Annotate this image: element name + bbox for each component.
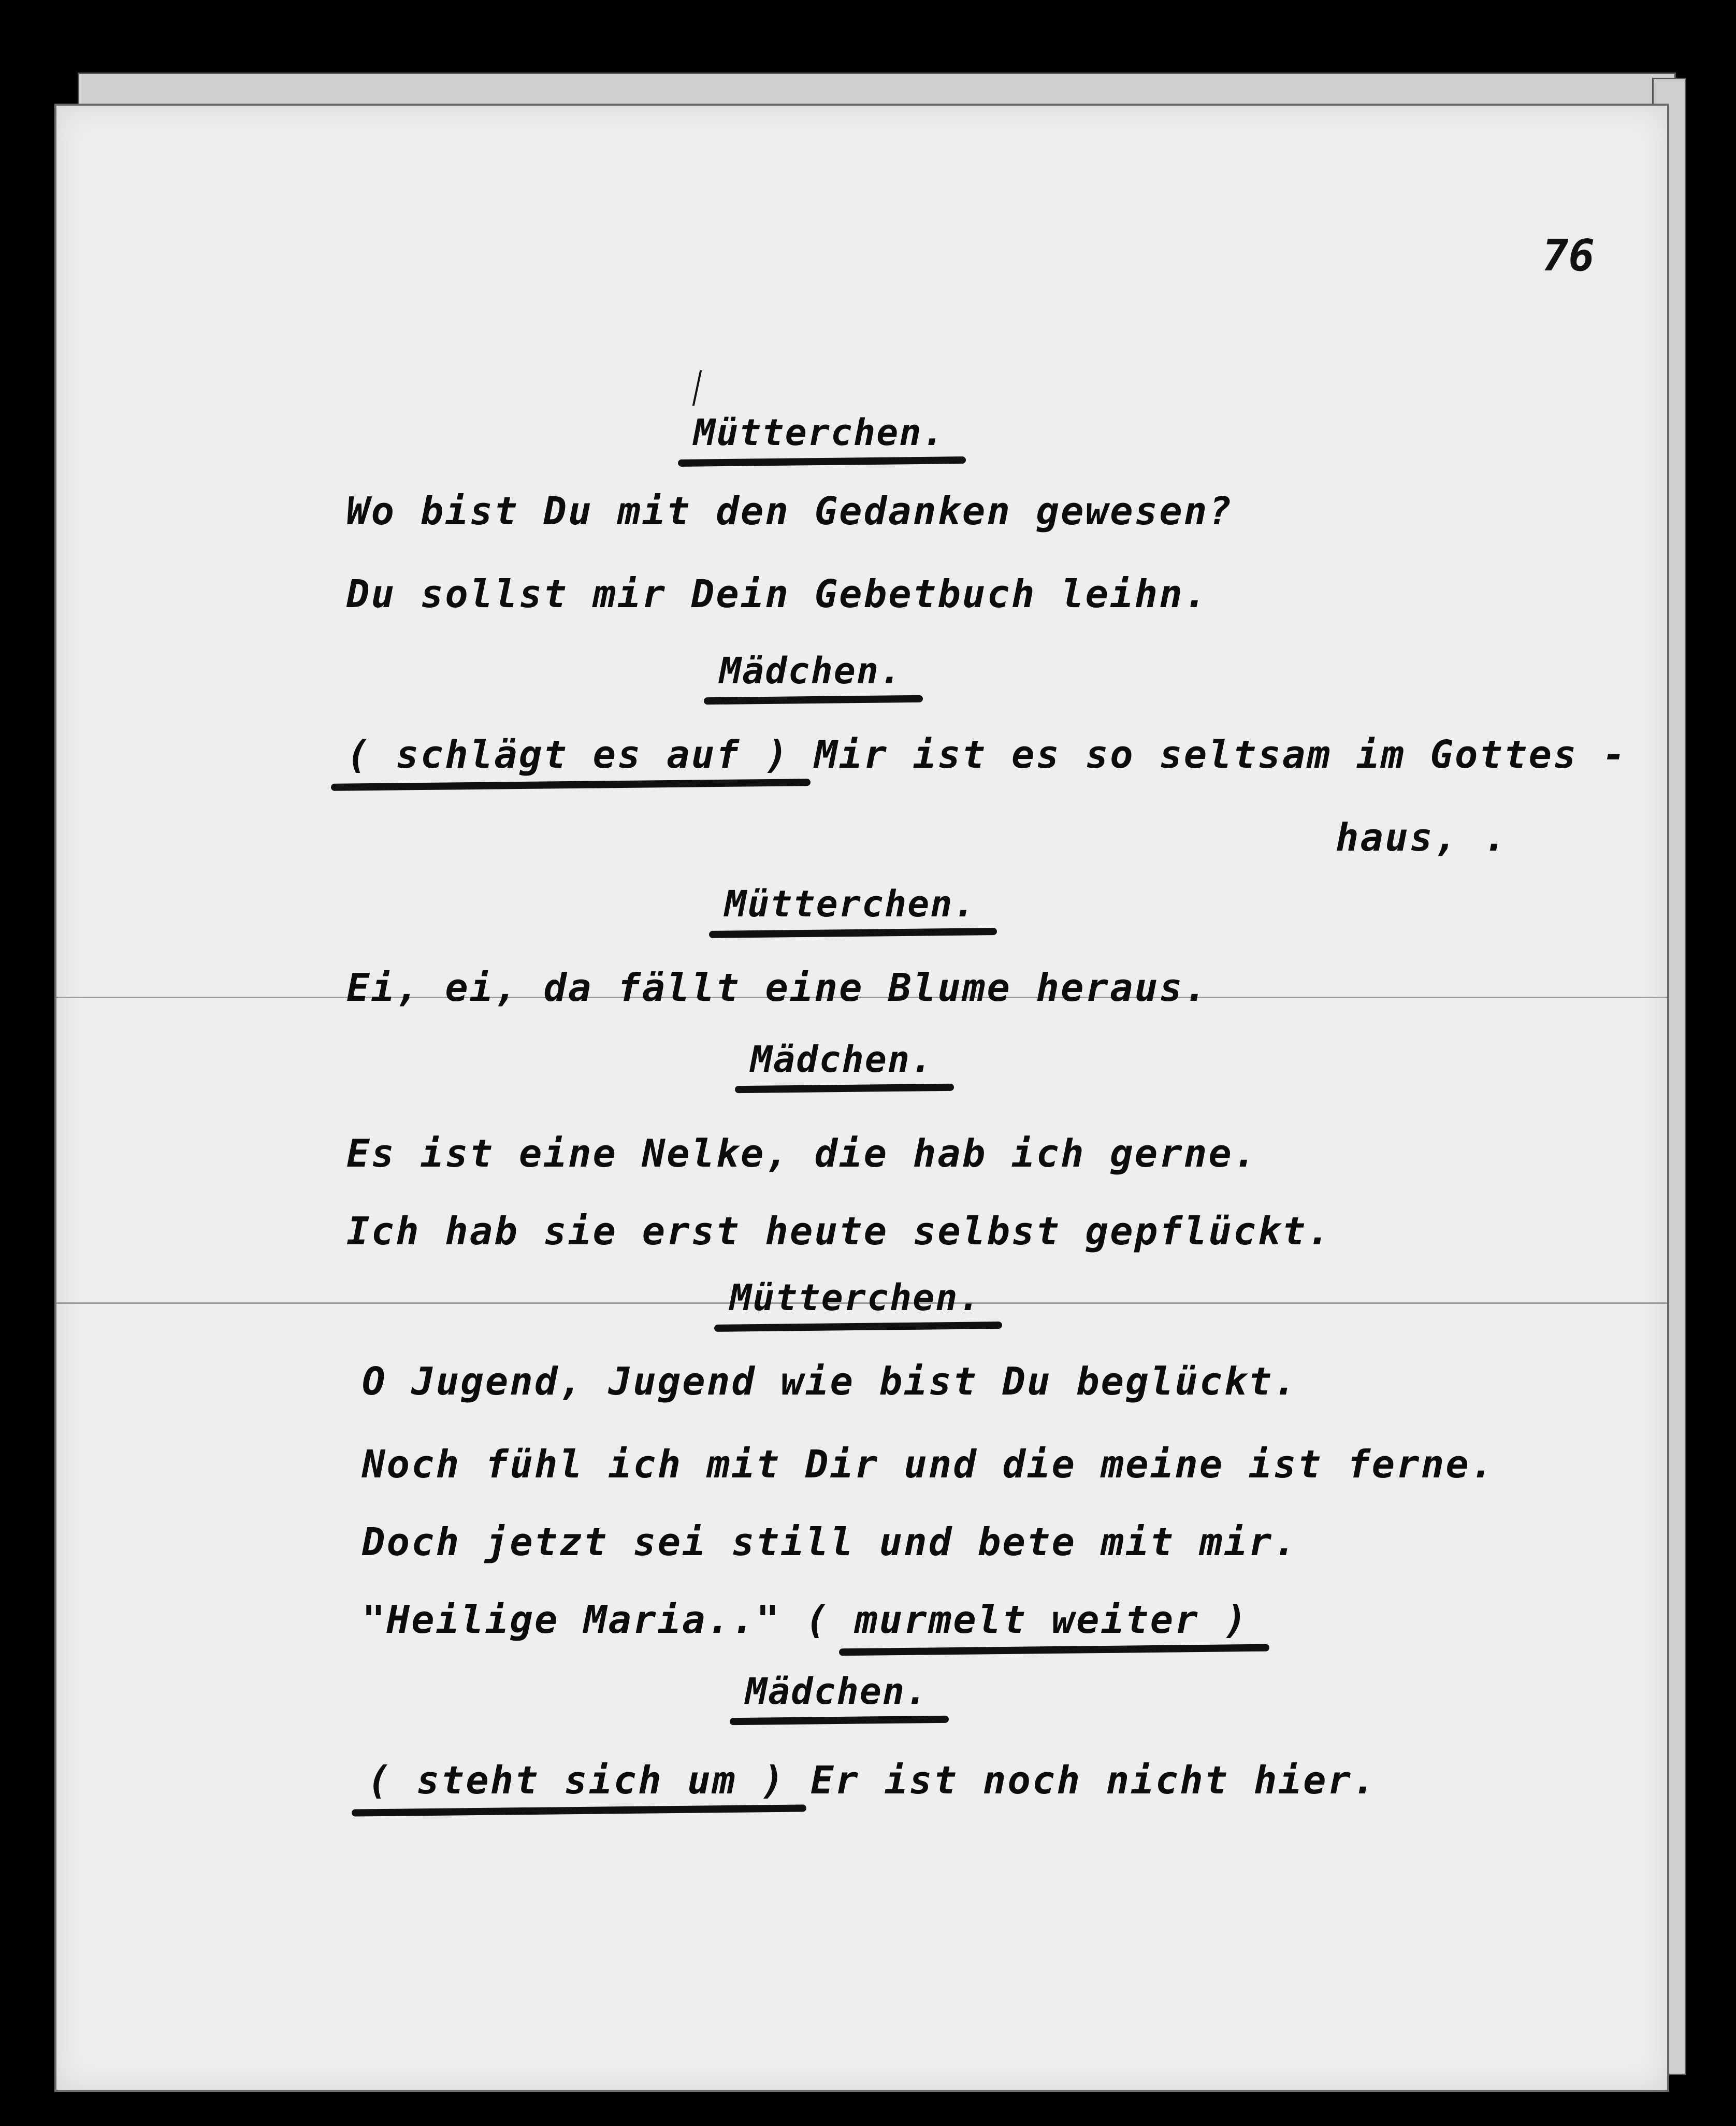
- dialogue-line: Ei, ei, da fällt eine Blume heraus.: [346, 966, 1209, 1010]
- dialogue-line: "Heilige Maria.." ( murmelt weiter ): [362, 1598, 1249, 1642]
- page-number: 76: [1542, 230, 1595, 281]
- stage-direction: murmelt weiter ): [855, 1598, 1249, 1642]
- dialogue-line: haus, .: [1336, 815, 1508, 860]
- dialogue-line: Doch jetzt sei still und bete mit mir.: [362, 1520, 1298, 1564]
- speaker-name: Mädchen.: [719, 650, 903, 692]
- stage-direction: ( steht sich um ): [367, 1758, 786, 1803]
- dialogue-line: Du sollst mir Dein Gebetbuch leihn.: [346, 572, 1209, 616]
- speaker-name: Mädchen.: [745, 1670, 929, 1713]
- speaker-name: Mädchen.: [750, 1038, 934, 1081]
- dialogue-line: Es ist eine Nelke, die hab ich gerne.: [346, 1131, 1258, 1176]
- pencil-mark: [692, 370, 702, 406]
- dialogue-line: ( schlägt es auf ) Mir ist es so seltsam im Gottes -: [346, 732, 1627, 777]
- speaker-name: Mütterchen.: [725, 883, 976, 925]
- stage-direction: ( schlägt es auf ): [346, 732, 790, 777]
- dialogue-line: Ich hab sie erst heute selbst gepflückt.: [346, 1209, 1332, 1254]
- dialogue-line: ( steht sich um ) Er ist noch nicht hier.: [367, 1758, 1377, 1803]
- typewritten-page: [54, 104, 1669, 2092]
- speaker-name: Mütterchen.: [730, 1276, 981, 1319]
- dialogue-line: Noch fühl ich mit Dir und die meine ist ferne.: [362, 1442, 1495, 1487]
- dialogue-line: Wo bist Du mit den Gedanken gewesen?: [346, 489, 1233, 534]
- dialogue-line: O Jugend, Jugend wie bist Du beglückt.: [362, 1359, 1298, 1404]
- speaker-name: Mütterchen.: [693, 411, 945, 454]
